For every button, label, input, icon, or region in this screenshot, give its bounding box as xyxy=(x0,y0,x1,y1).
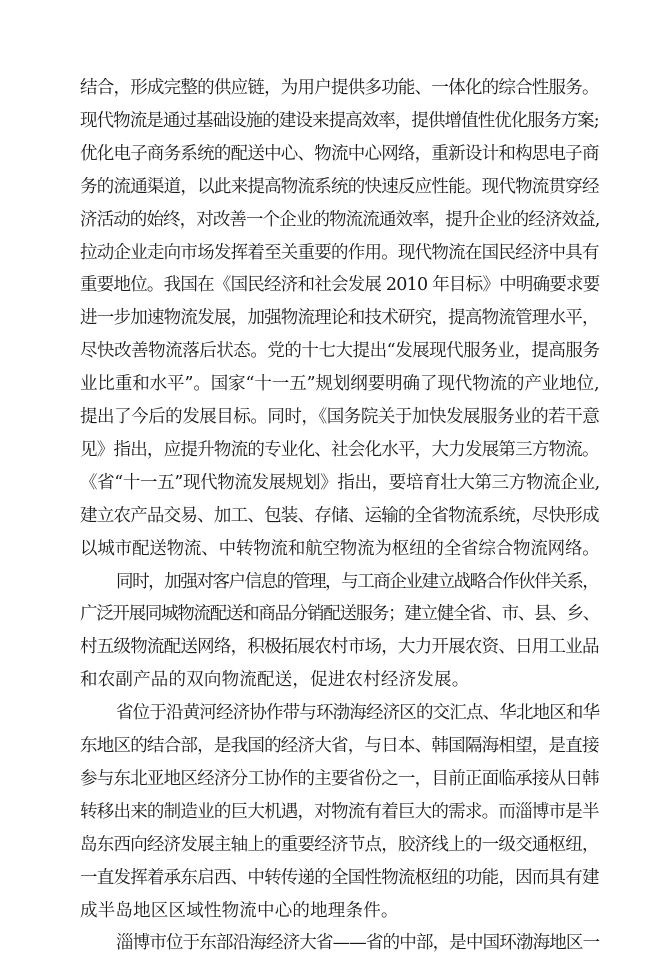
text-line: 岛东西向经济发展主轴上的重要经济节点，胶济线上的一级交通枢纽， xyxy=(80,835,599,855)
text-line: 现代物流是通过基础设施的建设来提高效率，提供增值性优化服务方案; xyxy=(80,111,599,131)
text-line: 重要地位。我国在《国民经济和社会发展 2010 年目标》中明确要求要 xyxy=(80,275,600,295)
paragraph-first-line: 淄博市位于东部沿海经济大省——省的中部，是中国环渤海地区一 xyxy=(116,933,600,953)
text-line: 参与东北亚地区经济分工协作的主要省份之一，目前正面临承接从日韩 xyxy=(80,769,599,789)
text-line: 尽快改善物流落后状态。党的十七大提出“发展现代服务业，提高服务 xyxy=(80,341,600,361)
text-line: 济活动的始终，对改善一个企业的物流流通效率，提升企业的经济效益, xyxy=(80,210,600,230)
text-line: 进一步加速物流发展，加强物流理论和技术研究，提高物流管理水平， xyxy=(80,308,599,328)
text-line: 转移出来的制造业的巨大机遇，对物流有着巨大的需求。而淄博市是半 xyxy=(80,802,599,822)
text-line: 和农副产品的双向物流配送，促进农村经济发展。 xyxy=(80,670,470,690)
text-line: 优化电子商务系统的配送中心、物流中心网络，重新设计和构思电子商 xyxy=(80,144,599,164)
text-line: 东地区的结合部，是我国的经济大省，与日本、韩国隔海相望，是直接 xyxy=(80,736,599,756)
text-line: 成半岛地区区域性物流中心的地理条件。 xyxy=(80,901,399,921)
text-line: 务的流通渠道，以此来提高物流系统的快速反应性能。现代物流贯穿经 xyxy=(80,177,599,197)
text-line: 业比重和水平”。国家“十一五”规划纲要明确了现代物流的产业地位, xyxy=(80,374,600,394)
text-line: 一直发挥着承东启西、中转传递的全国性物流枢纽的功能，因而具有建 xyxy=(80,868,599,888)
text-line: 提出了今后的发展目标。同时，《国务院关于加快发展服务业的若干意 xyxy=(80,407,600,427)
text-line: 以城市配送物流、中转物流和航空物流为枢纽的全省综合物流网络。 xyxy=(80,539,600,559)
text-line: 见》指出，应提升物流的专业化、社会化水平，大力发展第三方物流。 xyxy=(80,440,599,460)
text-line: 村五级物流配送网络，积极拓展农村市场，大力开展农资、日用工业品 xyxy=(80,637,599,657)
text-line: 广泛开展同城物流配送和商品分销配送服务；建立健全省、市、县、乡、 xyxy=(80,604,599,624)
text-line: 拉动企业走向市场发挥着至关重要的作用。现代物流在国民经济中具有 xyxy=(80,243,599,263)
paragraph-first-line: 省位于沿黄河经济协作带与环渤海经济区的交汇点、华北地区和华 xyxy=(116,703,600,723)
text-line: 《省“十一五”现代物流发展规划》指出，要培育壮大第三方物流企业, xyxy=(80,473,600,493)
paragraph-first-line: 同时，加强对客户信息的管理，与工商企业建立战略合作伙伴关系， xyxy=(116,572,599,592)
text-line: 结合，形成完整的供应链，为用户提供多功能、一体化的综合性服务。 xyxy=(80,78,599,98)
text-line: 建立农产品交易、加工、包装、存储、运输的全省物流系统，尽快形成 xyxy=(80,506,599,526)
